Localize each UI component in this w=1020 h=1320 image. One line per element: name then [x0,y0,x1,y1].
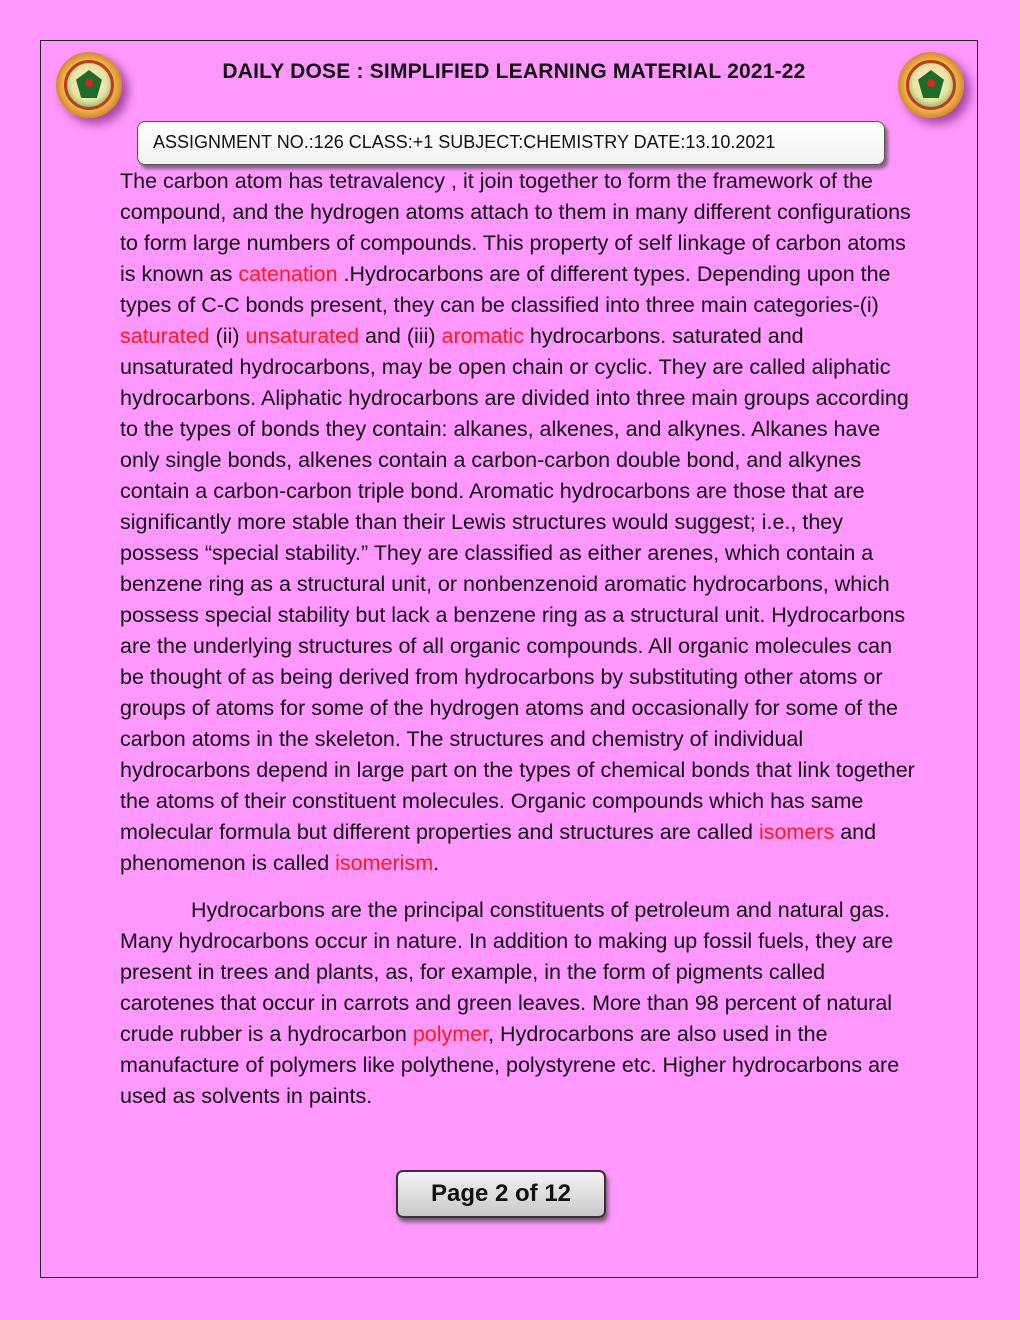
text-span: hydrocarbons. saturated and unsaturated hydrocarbons, may be open chain or cyclic. They are called aliphatic hydrocarbons. Aliphatic hydrocarbons are divided into three main groups according to the types of bonds they contain: alkanes, alkenes, and alkynes. Alkanes have only single bonds, alkenes contain a carbon-carbon double bond, and alkynes contain a carbon-carbon triple bond. Aromatic hydrocarbons are those that are significantly more stable than their Lewis structures would suggest; i.e., they possess “special stability.” They are classified as either arenes, which contain a benzene ring as a structural unit, or nonbenzenoid aromatic hydrocarbons, which possess special stability but lack a benzene ring as a structural unit. Hydrocarbons are the underlying structures of all organic compounds. All organic molecules can be thought of as being derived from hydrocarbons by substituting other atoms or groups of atoms for some of the hydrogen atoms and occasionally for some of the carbon atoms in the skeleton. The structures and chemistry of individual hydrocarbons depend in large part on the types of chemical bonds that link together the atoms of their constituent molecules. Organic compounds which has same molecular formula but different properties and structures are called [120,324,915,844]
text-span: The carbon atom has tetravalency , it join together to form the framework of the compound, and the hydrogen atoms attach to them in many different configurations to form large numbers of compounds. This property of self linkage of carbon atoms is known as [120,169,911,286]
page-title: DAILY DOSE : SIMPLIFIED LEARNING MATERIAL 2021-22 [222,60,806,83]
keyword-isomerism: isomerism [335,851,434,875]
paragraph-hydrocarbon-uses [120,895,920,1112]
keyword-polymer: polymer [412,1022,489,1046]
text-span: Hydrocarbons are the principal constituents of petroleum and natural gas. Many hydrocarbons occur in nature. In addition to making up fossil fuels, they are present in trees and plants, as, for example, in the form of pigments called carotenes that occur in carrots and green leaves. More than 98 percent of natural crude rubber is a hydrocarbon [120,898,894,1046]
text-span: . [433,851,440,875]
keyword-isomers: isomers [758,820,835,844]
keyword-unsaturated: unsaturated [245,324,360,348]
keyword-catenation: catenation [238,262,338,286]
keyword-saturated: saturated [120,324,210,348]
keyword-aromatic: aromatic [441,324,524,348]
school-emblem-icon [898,52,964,118]
paragraph-hydrocarbon-classification [120,166,920,879]
text-span: and phenomenon is called [120,820,877,875]
assignment-info-box: ASSIGNMENT NO.:126 CLASS:+1 SUBJECT:CHEMISTRY DATE:13.10.2021 [137,121,885,165]
school-emblem-icon [56,52,122,118]
text-span: .Hydrocarbons are of different types. Depending upon the types of C-C bonds present, they can be classified into three main categories-(i) [120,262,891,317]
text-span: (ii) [209,324,246,348]
page-number-indicator: Page 2 of 12 [396,1170,606,1218]
text-span: and (iii) [359,324,442,348]
document-body [120,166,920,1112]
text-span: , Hydrocarbons are also used in the manufacture of polymers like polythene, polystyrene etc. Higher hydrocarbons are used as solvents in paints. [120,1022,900,1108]
